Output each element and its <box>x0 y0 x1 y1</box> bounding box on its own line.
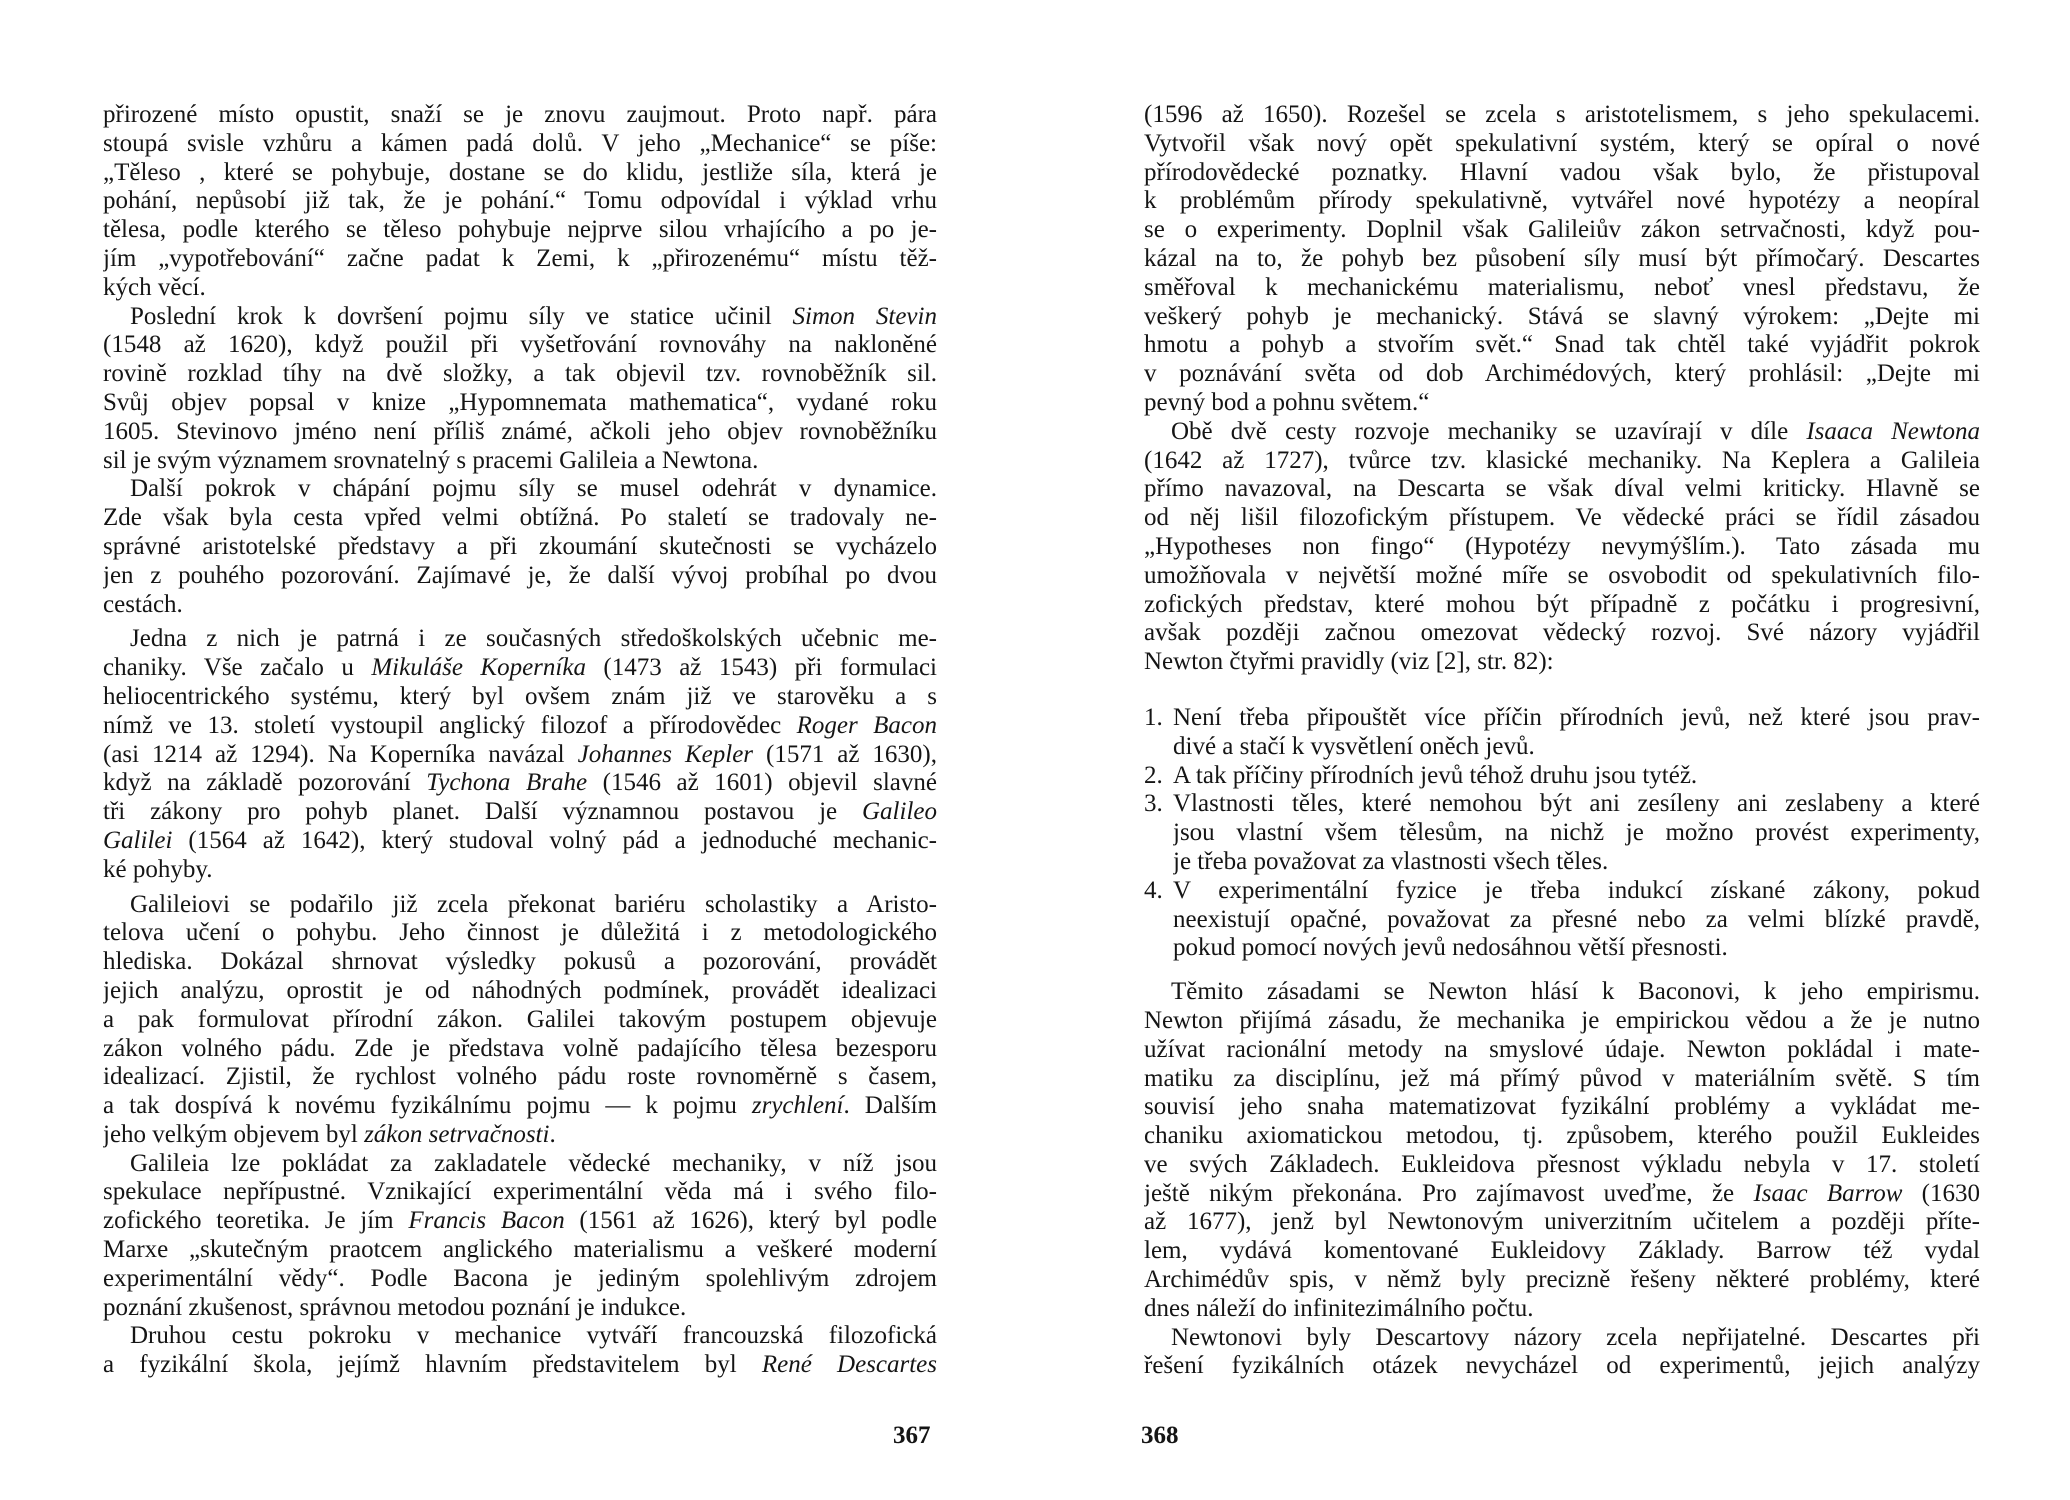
text-line <box>103 389 937 418</box>
paragraph <box>1144 418 1980 677</box>
text-run: chaniku axiomatickou metodou, tj. způsobem, kterého použil Eukleides <box>1144 1122 1980 1150</box>
text-line <box>1173 877 1980 906</box>
text-run: stoupá svisle vzhůru a kámen padá dolů. V jeho „Mechanice“ se píše: <box>103 129 937 157</box>
text-line <box>103 418 937 447</box>
paragraph <box>103 1322 937 1380</box>
text-line <box>1144 619 1980 648</box>
text-line <box>1173 906 1980 935</box>
text-line <box>1173 733 1980 762</box>
text-line <box>103 1265 937 1294</box>
text-line <box>1144 978 1980 1007</box>
text-line <box>1144 1180 1980 1209</box>
text-run: pokud pomocí nových jevů nedosáhnou větší přesnosti. <box>1173 934 1728 962</box>
text-line <box>1144 274 1980 303</box>
text-run: (1571 až 1630), <box>753 740 937 768</box>
text-run: nímž ve 13. století vystoupil anglický filozof a přírodovědec <box>103 711 797 739</box>
text-run: Newton přijímá zásadu, že mechanika je empirickou vědou a že je nutno <box>1144 1006 1980 1034</box>
text-line <box>1144 159 1980 188</box>
text-line <box>1173 848 1980 877</box>
text-run: poznání zkušenost, správnou metodou poznání je indukce. <box>103 1293 687 1321</box>
text-run: (1548 až 1620), když použil při vyšetřování rovnováhy na nakloněné <box>103 331 937 359</box>
text-run: Není třeba připouštět více příčin přírodních jevů, než které jsou prav- <box>1173 703 1980 731</box>
text-run: a tak dospívá k novému fyzikálnímu pojmu — k pojmu <box>103 1092 752 1120</box>
text-run: Archimédův spis, v němž byly precizně řešeny některé problémy, které <box>1144 1266 1980 1294</box>
text-line <box>1144 1007 1980 1036</box>
page-number: 368 <box>1141 1422 1179 1449</box>
text-run: V experimentální fyzice je třeba indukcí získané zákony, pokud <box>1173 876 1980 904</box>
text-run: Vlastnosti těles, které nemohou být ani zesíleny ani zeslabeny a které <box>1173 790 1980 818</box>
text-line <box>103 1121 937 1150</box>
text-line <box>1144 130 1980 159</box>
text-run: hlediska. Dokázal shrnovat výsledky pokusů a pozorování, provádět <box>103 948 937 976</box>
text-run: Marxe „skutečným praotcem anglického materialismu a veškeré moderní <box>103 1236 937 1264</box>
text-run: a pak formulovat přírodní zákon. Galilei takovým postupem objevuje <box>103 1005 937 1033</box>
text-line <box>103 625 937 654</box>
text-run: dnes náleží do infinitezimálního počtu. <box>1144 1294 1534 1322</box>
text-run: . <box>549 1120 556 1148</box>
text-run: Poslední krok k dovršení pojmu síly ve statice učinil <box>130 302 793 330</box>
text-run: „Hypotheses non fingo“ (Hypotézy nevymýšlím.). Tato zásada mu <box>1144 532 1980 560</box>
italic-name: René Descartes <box>761 1351 937 1379</box>
italic-name: Simon Stevin <box>792 302 937 330</box>
text-run: experimentální vědy“. Podle Bacona je jediným spolehlivým zdrojem <box>103 1264 937 1292</box>
text-line <box>103 1236 937 1265</box>
text-line <box>103 891 937 920</box>
text-line <box>1144 1295 1980 1324</box>
text-line <box>103 1092 937 1121</box>
text-run: jím „vypotřebování“ začne padat k Zemi, k „přirozenému“ místu těž- <box>103 244 937 272</box>
paragraph <box>1144 1324 1980 1382</box>
text-line <box>1144 648 1980 677</box>
paragraph <box>103 891 937 1150</box>
italic-name: Roger Bacon <box>796 711 937 739</box>
text-run: rovině rozklad tíhy na dvě složky, a tak objevil tzv. rovnoběžník sil. <box>103 360 937 388</box>
italic-name: Isaac Barrow <box>1753 1179 1903 1207</box>
paragraph <box>103 101 937 303</box>
text-run: ve svých Základech. Eukleidova přesnost výkladu nebyla v 17. století <box>1144 1150 1980 1178</box>
text-line <box>103 1063 937 1092</box>
text-line <box>1144 216 1980 245</box>
text-line <box>1173 934 1980 963</box>
italic-name: Galilei <box>103 826 173 854</box>
text-run: řešení fyzikálních otázek nevycházel od experimentů, jejich analýzy <box>1144 1352 1980 1380</box>
text-run: tělesa, podle kterého se těleso pohybuje nejprve silou vrhajícího a po je- <box>103 216 937 244</box>
text-line <box>103 216 937 245</box>
text-run: Newtonovi byly Descartovy názory zcela nepřijatelné. Descartes při <box>1171 1323 1980 1351</box>
text-run: jejich analýzu, oprostit je od náhodných podmínek, provádět idealizaci <box>103 976 937 1004</box>
text-line <box>1144 245 1980 274</box>
italic-name: Tychona Brahe <box>426 769 588 797</box>
text-line <box>103 1294 937 1323</box>
text-run: pohání, nepůsobí již tak, že je pohání.“ Tomu odpovídal i výklad vrhu <box>103 187 937 215</box>
text-line <box>1144 1122 1980 1151</box>
list-number: 4. <box>1144 876 1163 904</box>
text-run: přirozené místo opustit, snaží se je znovu zaujmout. Proto např. pára <box>103 101 937 128</box>
text-run: (asi 1214 až 1294). Na Koperníka navázal <box>103 740 578 768</box>
text-run: chaniky. Vše začalo u <box>103 654 372 682</box>
text-run: zofických představ, které mohou být případně z počátku i progresivní, <box>1144 590 1980 618</box>
list-item-text <box>1173 762 1980 791</box>
text-run: avšak později začnou omezovat vědecký rozvoj. Své názory vyjádřil <box>1144 619 1980 647</box>
text-line <box>103 159 937 188</box>
text-run: „Těleso , které se pohybuje, dostane se do klidu, jestliže síla, která je <box>103 158 937 186</box>
text-line <box>1173 790 1980 819</box>
text-run: idealizací. Zjistil, že rychlost volného pádu roste rovnoměrně s časem, <box>103 1063 937 1091</box>
text-line <box>103 303 937 332</box>
text-line <box>1144 1093 1980 1122</box>
paragraph <box>103 625 937 884</box>
text-run: zákon volného pádu. Zde je představa volně padajícího tělesa bezesporu <box>103 1034 937 1062</box>
text-run: směřoval k mechanickému materialismu, neboť vnesl představu, že <box>1144 273 1980 301</box>
text-line <box>1144 562 1980 591</box>
text-run: k problémům přírody spekulativně, vytvářel nové hypotézy a neopíral <box>1144 187 1980 215</box>
list-number: 2. <box>1144 761 1163 789</box>
text-run: od něj lišil filozofickým přístupem. Ve vědecké práci se řídil zásadou <box>1144 504 1980 532</box>
text-line <box>103 360 937 389</box>
text-line <box>1144 303 1980 332</box>
text-run: Jedna z nich je patrná i ze současných středoškolských učebnic me- <box>130 625 937 653</box>
left-page-text-column <box>103 101 937 1380</box>
newton-rules-list <box>1144 704 1980 963</box>
text-line <box>103 447 937 476</box>
text-line <box>1144 418 1980 447</box>
list-item-text <box>1173 790 1980 876</box>
text-run: veškerý pohyb je mechanický. Stává se slavný výrokem: „Dejte mi <box>1144 302 1980 330</box>
text-run: A tak příčiny přírodních jevů téhož druhu jsou tytéž. <box>1173 761 1698 789</box>
text-run: kázal na to, že pohyb bez působení síly musí být přímočarý. Descartes <box>1144 244 1980 272</box>
text-line <box>1173 819 1980 848</box>
text-line <box>1144 187 1980 216</box>
text-run: ještě nikým překonána. Pro zajímavost uveďme, že <box>1144 1179 1754 1207</box>
text-line <box>103 798 937 827</box>
text-run: jen z pouhého pozorování. Zajímavé je, že další vývoj probíhal po dvou <box>103 561 937 589</box>
text-line <box>103 1322 937 1351</box>
list-item-text <box>1173 704 1980 762</box>
text-run: až 1677), jenž byl Newtonovým univerzitním učitelem a později příte- <box>1144 1208 1980 1236</box>
italic-name: Galileo <box>862 798 937 826</box>
italic-name: zákon setrvačnosti <box>364 1120 550 1148</box>
text-run: jsou vlastní všem tělesům, na nichž je možno provést experimenty, <box>1173 819 1980 847</box>
text-line <box>103 562 937 591</box>
text-run: správné aristotelské představy a při zkoumání skutečnosti se vycházelo <box>103 532 937 560</box>
text-line <box>103 187 937 216</box>
text-line <box>103 245 937 274</box>
paragraph <box>1144 101 1980 418</box>
text-run: telova učení o pohybu. Jeho činnost je důležitá i z metodologického <box>103 919 937 947</box>
text-run: (1596 až 1650). Rozešel se zcela s aristotelismem, s jeho spekulacemi. <box>1144 101 1980 128</box>
text-run: matiku za disciplínu, jež má přímý původ v materiálním světě. S tím <box>1144 1064 1980 1092</box>
list-number: 1. <box>1144 703 1163 731</box>
text-run: 1605. Stevinovo jméno není příliš známé, ačkoli jeho objev rovnoběžníku <box>103 417 937 445</box>
text-line <box>1144 447 1980 476</box>
text-run: jeho velkým objevem byl <box>103 1120 365 1148</box>
text-run: ké pohyby. <box>103 855 213 883</box>
text-line <box>1144 360 1980 389</box>
text-run: (1564 až 1642), který studoval volný pád a jednoduché mechanic- <box>172 826 937 854</box>
list-number: 3. <box>1144 790 1163 818</box>
text-line <box>1144 1036 1980 1065</box>
text-line <box>1144 1237 1980 1266</box>
text-run: heliocentrického systému, který byl ovšem znám již ve starověku a s <box>103 682 937 710</box>
text-line <box>103 533 937 562</box>
text-line <box>103 504 937 533</box>
text-line <box>103 683 937 712</box>
text-line <box>103 977 937 1006</box>
paragraph <box>103 1150 937 1323</box>
text-run: (1561 až 1626), který byl podle <box>564 1207 937 1235</box>
text-line <box>1144 1065 1980 1094</box>
text-run: přímo navazoval, na Descarta se však díval velmi kriticky. Hlavně se <box>1144 475 1980 503</box>
text-run: divé a stačí k vysvětlení oněch jevů. <box>1173 732 1535 760</box>
text-line <box>103 475 937 504</box>
list-item-text <box>1173 877 1980 963</box>
text-run: neexistují opačné, považovat za přesné nebo za velmi blízké pravdě, <box>1173 905 1980 933</box>
text-line <box>103 591 937 620</box>
text-line <box>1173 704 1980 733</box>
text-run: (1473 až 1543) při formulaci <box>585 654 937 682</box>
text-line <box>103 1178 937 1207</box>
text-run: hmotu a pohyb a stvořím svět.“ Snad tak chtěl také vyjádřit pokrok <box>1144 331 1980 359</box>
text-line <box>1144 1324 1980 1353</box>
text-line <box>1173 762 1980 791</box>
text-line <box>103 1006 937 1035</box>
text-run: tři zákony pro pohyb planet. Další významnou postavou je <box>103 798 862 826</box>
text-run: v poznávání světa od dob Archimédových, který prohlásil: „Dejte mi <box>1144 360 1980 388</box>
text-line <box>103 827 937 856</box>
paragraph <box>1144 978 1980 1324</box>
text-run: se o experimenty. Doplnil však Galileiův zákon setrvačnosti, když pou- <box>1144 216 1980 244</box>
text-line <box>1144 533 1980 562</box>
text-run: Obě dvě cesty rozvoje mechaniky se uzavírají v díle <box>1171 417 1807 445</box>
text-line <box>103 1035 937 1064</box>
text-run: když na základě pozorování <box>103 769 427 797</box>
text-line <box>103 1207 937 1236</box>
text-run: přírodovědecké poznatky. Hlavní vadou však bylo, že přistupoval <box>1144 158 1980 186</box>
text-line <box>103 331 937 360</box>
right-page-text-column <box>1144 101 1980 1381</box>
text-line <box>103 769 937 798</box>
text-run: Zde však byla cesta vpřed velmi obtížná. Po staletí se tradovaly ne- <box>103 504 937 532</box>
text-run: a fyzikální škola, jejímž hlavním představitelem byl <box>103 1351 762 1379</box>
text-line <box>1144 389 1980 418</box>
text-line <box>1144 101 1980 130</box>
italic-name: Isaaca Newtona <box>1806 417 1980 445</box>
text-line <box>1144 1352 1980 1381</box>
text-line <box>103 101 937 130</box>
text-line <box>103 654 937 683</box>
text-run: Galileiovi se podařilo již zcela překonat bariéru scholastiky a Aristo- <box>130 890 937 918</box>
text-line <box>1144 591 1980 620</box>
text-line <box>103 274 937 303</box>
text-run: užívat racionální metody na smyslové údaje. Newton pokládal i mate- <box>1144 1035 1980 1063</box>
text-line <box>103 856 937 885</box>
text-line <box>103 1351 937 1380</box>
text-line <box>1144 1151 1980 1180</box>
list-item <box>1144 877 1980 963</box>
text-run: spekulace nepřípustné. Vznikající experimentální věda má i svého filo- <box>103 1178 937 1206</box>
page-number: 367 <box>893 1422 931 1449</box>
text-run: cestách. <box>103 590 183 618</box>
list-item <box>1144 704 1980 762</box>
text-run: lem, vydává komentované Eukleidovy Základy. Barrow též vydal <box>1144 1237 1980 1265</box>
italic-name: Mikuláše Koperníka <box>371 654 586 682</box>
text-run: Newton čtyřmi pravidly (viz [2], str. 82): <box>1144 648 1554 676</box>
text-line <box>103 741 937 770</box>
text-line <box>1144 331 1980 360</box>
text-run: (1630 <box>1902 1179 1980 1207</box>
text-run: Vytvořil však nový opět spekulativní systém, který se opíral o nové <box>1144 129 1980 157</box>
text-run: souvisí jeho snaha matematizovat fyzikální problémy a vykládat me- <box>1144 1093 1980 1121</box>
text-run: Galileia lze pokládat za zakladatele vědecké mechaniky, v níž jsou <box>130 1149 937 1177</box>
text-run: kých věcí. <box>103 273 206 301</box>
text-line <box>103 712 937 741</box>
text-line <box>103 948 937 977</box>
paragraph <box>103 303 937 476</box>
text-run: . Dalším <box>843 1092 937 1120</box>
text-run: umožňovala v největší možné míře se osvobodit od spekulativních filo- <box>1144 561 1980 589</box>
text-line <box>103 1150 937 1179</box>
text-line <box>1144 1266 1980 1295</box>
text-run: zofického teoretika. Je jím <box>103 1207 409 1235</box>
text-line <box>1144 1208 1980 1237</box>
list-item <box>1144 762 1980 791</box>
text-run: sil je svým významem srovnatelný s pracemi Galileia a Newtona. <box>103 446 759 474</box>
text-run: (1642 až 1727), tvůrce tzv. klasické mechaniky. Na Keplera a Galileia <box>1144 446 1980 474</box>
text-line <box>103 130 937 159</box>
text-run: Druhou cestu pokroku v mechanice vytváří francouzská filozofická <box>130 1322 937 1350</box>
paragraph <box>103 475 937 619</box>
italic-name: zrychlení <box>751 1092 844 1120</box>
text-run: pevný bod a pohnu světem.“ <box>1144 388 1430 416</box>
italic-name: Johannes Kepler <box>577 740 754 768</box>
text-line <box>1144 475 1980 504</box>
text-run: Svůj objev popsal v knize „Hypomnemata mathematica“, vydané roku <box>103 388 937 416</box>
text-run: (1546 až 1601) objevil slavné <box>587 769 937 797</box>
text-line <box>1144 504 1980 533</box>
text-run: Další pokrok v chápání pojmu síly se musel odehrát v dynamice. <box>130 475 937 503</box>
italic-name: Francis Bacon <box>408 1207 565 1235</box>
text-line <box>103 919 937 948</box>
text-run: je třeba považovat za vlastnosti všech těles. <box>1173 847 1609 875</box>
list-item <box>1144 790 1980 876</box>
text-run: Těmito zásadami se Newton hlásí k Baconovi, k jeho empirismu. <box>1171 978 1980 1006</box>
